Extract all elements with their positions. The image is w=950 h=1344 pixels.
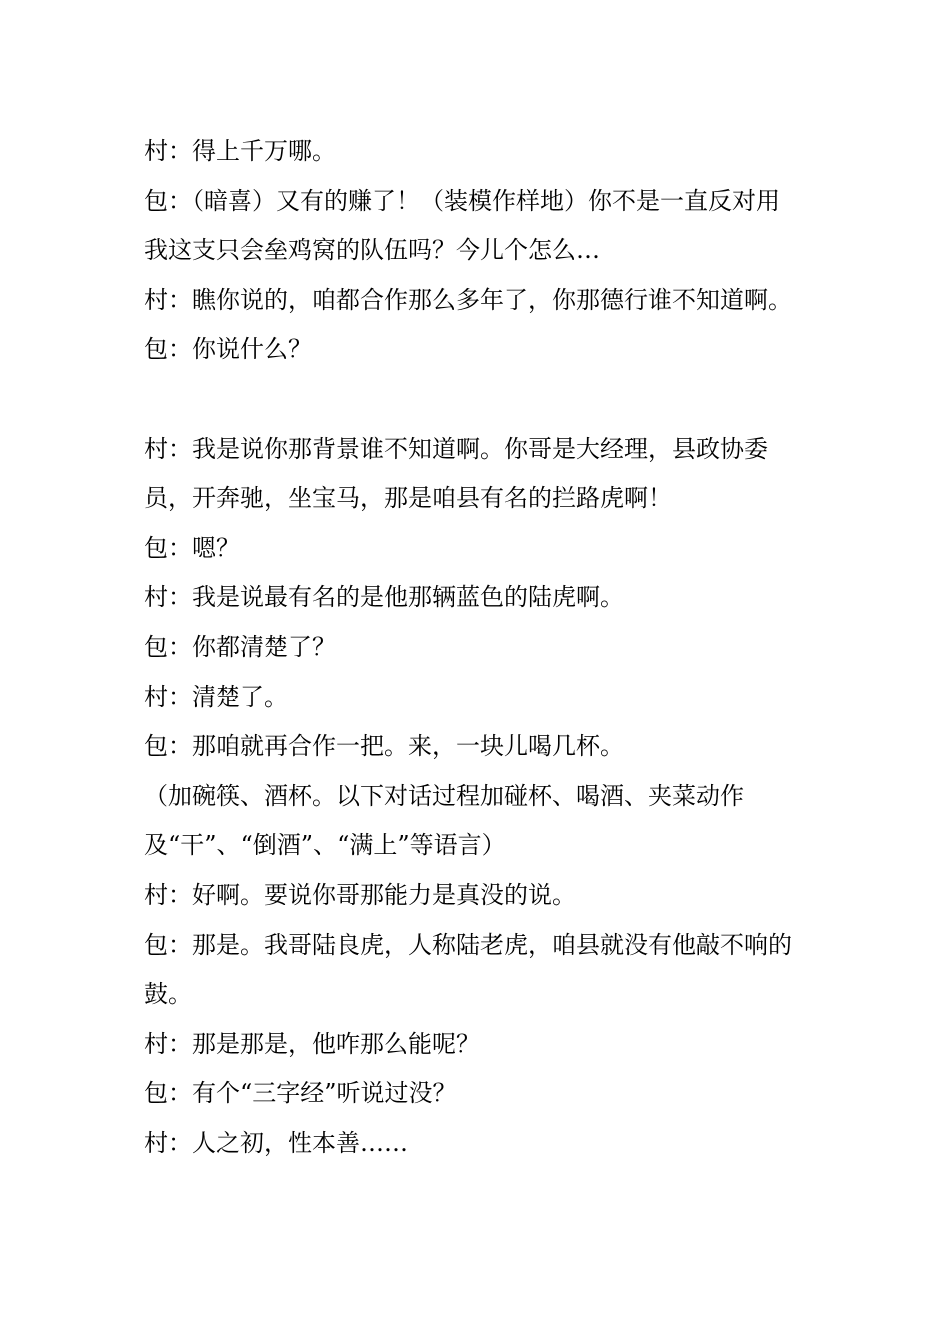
dialogue-line: 村：人之初，性本善…… — [144, 1128, 408, 1157]
dialogue-line: 包：那咱就再合作一把。来，一块儿喝几杯。 — [144, 732, 624, 761]
dialogue-line: 村：瞧你说的，咱都合作那么多年了，你那德行谁不知道啊。 — [144, 285, 792, 314]
dialogue-line: 村：我是说最有名的是他那辆蓝色的陆虎啊。 — [144, 583, 624, 612]
dialogue-line: 村：我是说你那背景谁不知道啊。你哥是大经理，县政协委员，开奔驰，坐宝马，那是咱县有名的拦路虎啊！ — [144, 434, 768, 513]
dialogue-line: 包：你都清楚了？ — [144, 632, 336, 661]
dialogue-line: 包：有个“三字经”听说过没？ — [144, 1079, 457, 1108]
dialogue-line: 包：嗯？ — [144, 533, 240, 562]
dialogue-line: 村：清楚了。 — [144, 682, 288, 711]
dialogue-line: 村：好啊。要说你哥那能力是真没的说。 — [144, 880, 576, 909]
script-dialogue — [144, 127, 794, 1168]
stage-direction: （加碗筷、酒杯。以下对话过程加碰杯、喝酒、夹菜动作及“干”、“倒酒”、“满上”等语言） — [144, 781, 744, 860]
dialogue-line: 包：（暗喜）又有的赚了！（装模作样地）你不是一直反对用我这支只会垒鸡窝的队伍吗？今儿个怎么… — [144, 186, 780, 265]
dialogue-line: 村：得上千万哪。 — [144, 137, 336, 165]
dialogue-line: 包：那是。我哥陆良虎，人称陆老虎，咱县就没有他敲不响的鼓。 — [144, 930, 792, 1009]
dialogue-line: 村：那是那是，他咋那么能呢？ — [144, 1029, 480, 1058]
dialogue-line: 包：你说什么？ — [144, 335, 312, 364]
